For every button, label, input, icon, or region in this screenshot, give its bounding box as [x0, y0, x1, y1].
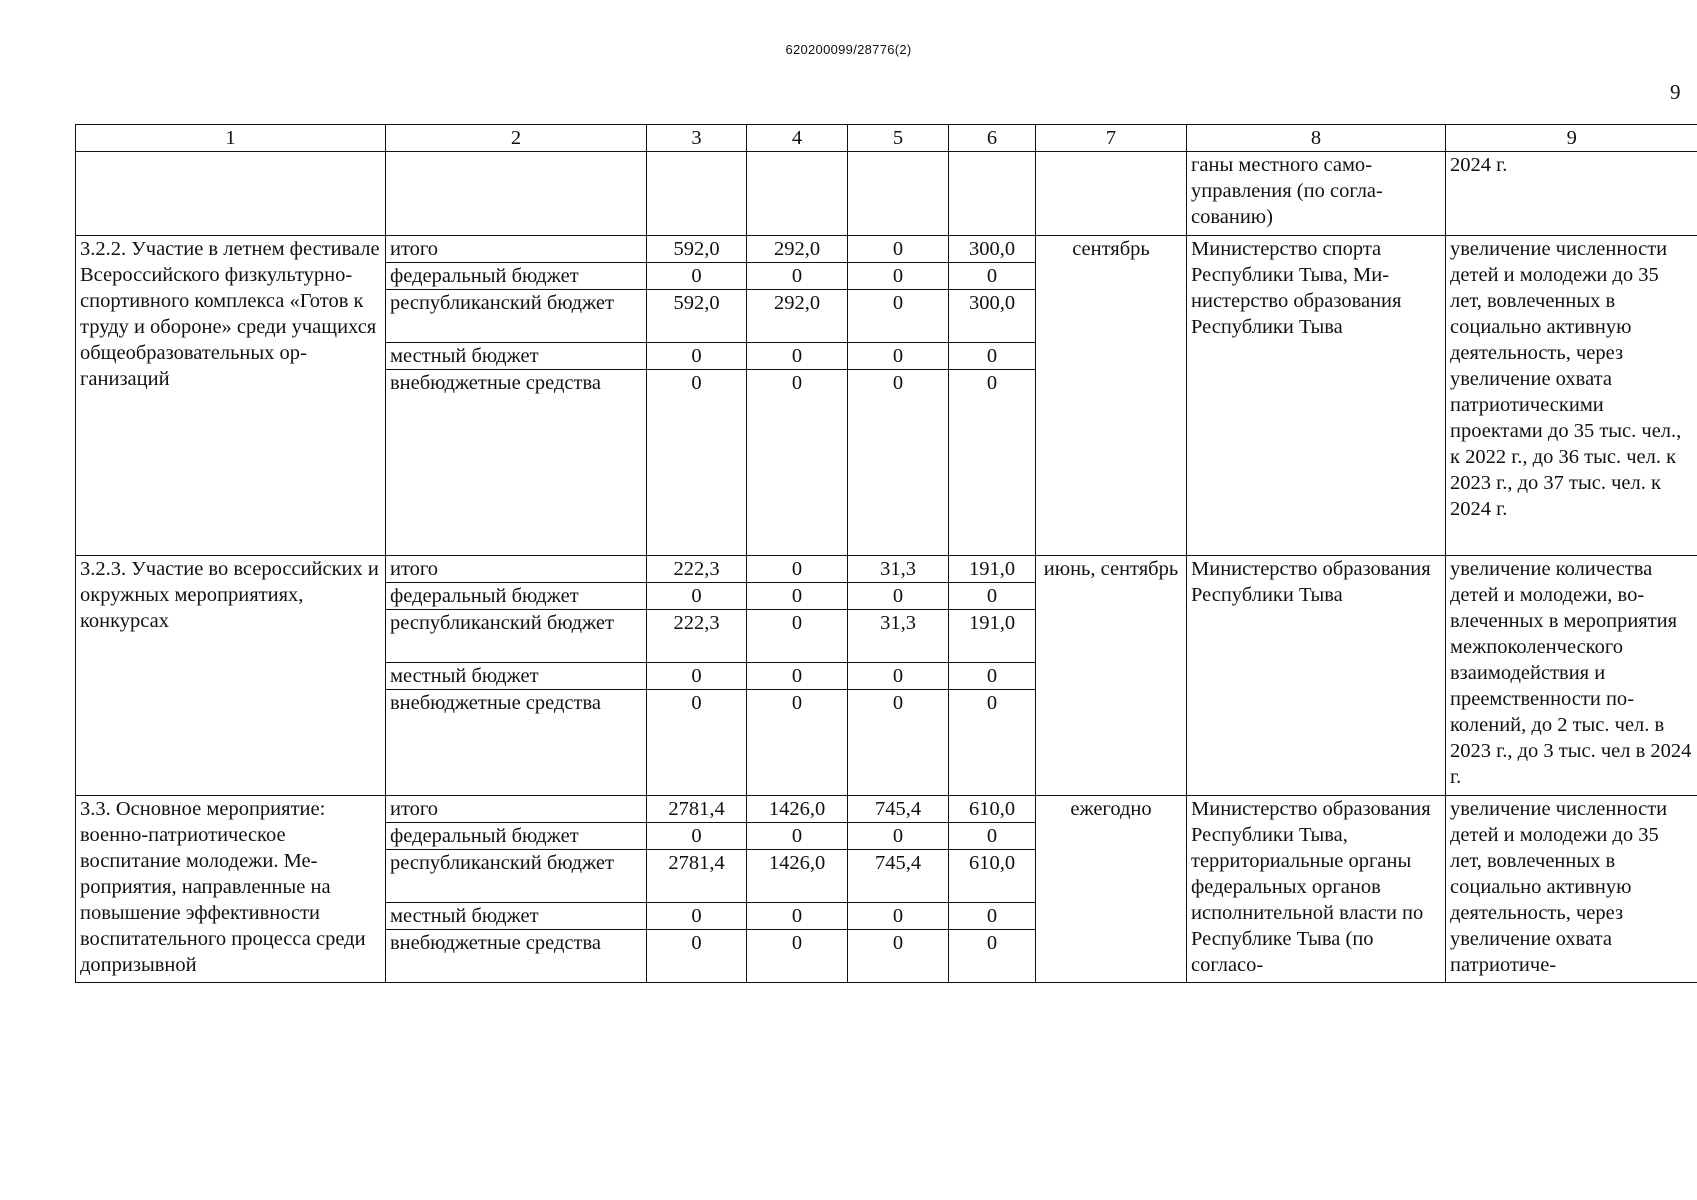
column-header: 3 [647, 125, 747, 152]
value-cell: 0 [949, 903, 1036, 930]
column-header: 6 [949, 125, 1036, 152]
column-header: 8 [1187, 125, 1446, 152]
funding-source: республиканский бюджет [386, 850, 647, 903]
value-cell: 0 [949, 930, 1036, 983]
executor-cell: Министерство образования Республики Тыва, территориальные органы федеральных органов исполнительной власти по Республике Тыва (по согласо- [1187, 796, 1446, 983]
value-cell: 0 [949, 663, 1036, 690]
document-id: 620200099/28776(2) [785, 42, 912, 57]
funding-source: итого [386, 796, 647, 823]
value-cell: 0 [848, 263, 949, 290]
value-cell: 0 [647, 823, 747, 850]
value-cell: 0 [747, 663, 848, 690]
value-cell: 0 [747, 690, 848, 796]
funding-source: республиканский бюджет [386, 290, 647, 343]
value-cell: 0 [647, 583, 747, 610]
value-cell: 0 [848, 930, 949, 983]
value-cell: 0 [747, 556, 848, 583]
value-cell: 592,0 [647, 236, 747, 263]
value-cell: 191,0 [949, 610, 1036, 663]
value-cell: 222,3 [647, 610, 747, 663]
value-cell: 0 [949, 823, 1036, 850]
value-cell: 0 [848, 583, 949, 610]
funding-source: федеральный бюджет [386, 823, 647, 850]
value-cell: 300,0 [949, 236, 1036, 263]
result-cell: увеличение численности детей и молодежи до 35 лет, вовлеченных в социально активную деятельность, через увеличение охвата патриотическими проектами до 35 тыс. чел., к 2022 г., до 36 тыс. чел. к 2023 г., до 37 тыс. чел. к 2024 г. [1446, 236, 1697, 556]
table-row [76, 796, 1697, 823]
value-cell: 0 [949, 690, 1036, 796]
value-cell: 292,0 [747, 290, 848, 343]
value-cell: 610,0 [949, 850, 1036, 903]
funding-source: местный бюджет [386, 903, 647, 930]
executor-cell: Министерство образования Республики Тыва [1187, 556, 1446, 796]
value-cell: 1426,0 [747, 850, 848, 903]
value-cell: 0 [848, 823, 949, 850]
value-cell: 745,4 [848, 850, 949, 903]
value-cell: 0 [848, 290, 949, 343]
value-cell: 292,0 [747, 236, 848, 263]
value-cell: 31,3 [848, 610, 949, 663]
funding-source: итого [386, 236, 647, 263]
value-cell: 0 [647, 903, 747, 930]
term-cell: сентябрь [1036, 236, 1187, 556]
funding-source: местный бюджет [386, 663, 647, 690]
table-row [76, 556, 1697, 583]
funding-source: внебюджетные средства [386, 690, 647, 796]
continuation-row [76, 152, 1697, 236]
value-cell: 0 [747, 583, 848, 610]
activity-title: 3.2.2. Участие в летнем фестивале Всероссийского физкультурно-спортивного комплекса «Готов к труду и обороне» среди учащихся общеобразовательных организаций [76, 236, 386, 556]
activity-title: 3.2.3. Участие во всероссийских и окружных мероприятиях, конкурсах [76, 556, 386, 796]
column-header: 2 [386, 125, 647, 152]
funding-source: республиканский бюджет [386, 610, 647, 663]
value-cell: 0 [647, 370, 747, 556]
value-cell: 0 [747, 823, 848, 850]
page-number: 9 [1670, 80, 1681, 104]
term-cell: ежегодно [1036, 796, 1187, 983]
value-cell: 2781,4 [647, 850, 747, 903]
value-cell: 745,4 [848, 796, 949, 823]
value-cell: 0 [949, 263, 1036, 290]
value-cell: 0 [848, 370, 949, 556]
column-header: 5 [848, 125, 949, 152]
value-cell: 191,0 [949, 556, 1036, 583]
value-cell: 0 [747, 610, 848, 663]
result-cell: увеличение количества детей и молодежи, вовлеченных в мероприятия межпоколенческого взаимодействия и преемственности поколений, до 2 тыс. чел. в 2023 г., до 3 тыс. чел в 2024 г. [1446, 556, 1697, 796]
executor-cell: ганы местного самоуправления (по согласованию) [1187, 152, 1446, 236]
value-cell: 31,3 [848, 556, 949, 583]
value-cell: 0 [848, 236, 949, 263]
funding-source: федеральный бюджет [386, 263, 647, 290]
value-cell: 0 [747, 930, 848, 983]
result-cell: увеличение численности детей и молодежи до 35 лет, вовлеченных в социально активную деятельность, через увеличение охвата патриотиче- [1446, 796, 1697, 983]
funding-source: федеральный бюджет [386, 583, 647, 610]
term-cell: июнь, сентябрь [1036, 556, 1187, 796]
funding-source: местный бюджет [386, 343, 647, 370]
funding-source: внебюджетные средства [386, 930, 647, 983]
column-header: 4 [747, 125, 848, 152]
value-cell: 592,0 [647, 290, 747, 343]
value-cell: 0 [647, 263, 747, 290]
table-row [76, 236, 1697, 263]
value-cell: 0 [747, 903, 848, 930]
column-header-row [76, 125, 1697, 152]
funding-source: внебюджетные средства [386, 370, 647, 556]
value-cell: 0 [647, 343, 747, 370]
value-cell: 0 [647, 690, 747, 796]
value-cell: 222,3 [647, 556, 747, 583]
value-cell: 0 [747, 263, 848, 290]
funding-source: итого [386, 556, 647, 583]
program-table [75, 124, 1697, 983]
value-cell: 0 [949, 583, 1036, 610]
value-cell: 300,0 [949, 290, 1036, 343]
value-cell: 0 [848, 343, 949, 370]
value-cell: 0 [747, 343, 848, 370]
value-cell: 0 [848, 663, 949, 690]
value-cell: 0 [848, 903, 949, 930]
value-cell: 0 [647, 930, 747, 983]
column-header: 9 [1446, 125, 1697, 152]
value-cell: 0 [647, 663, 747, 690]
value-cell: 0 [949, 370, 1036, 556]
value-cell: 610,0 [949, 796, 1036, 823]
value-cell: 2781,4 [647, 796, 747, 823]
executor-cell: Министерство спорта Республики Тыва, Министерство образования Республики Тыва [1187, 236, 1446, 556]
value-cell: 0 [848, 690, 949, 796]
column-header: 1 [76, 125, 386, 152]
value-cell: 1426,0 [747, 796, 848, 823]
column-header: 7 [1036, 125, 1187, 152]
activity-title: 3.3. Основное мероприятие: военно-патриотическое воспитание молодежи. Мероприятия, направленные на повышение эффективности воспитательного процесса среди допризывной [76, 796, 386, 983]
value-cell: 0 [949, 343, 1036, 370]
result-cell: 2024 г. [1446, 152, 1697, 236]
value-cell: 0 [747, 370, 848, 556]
